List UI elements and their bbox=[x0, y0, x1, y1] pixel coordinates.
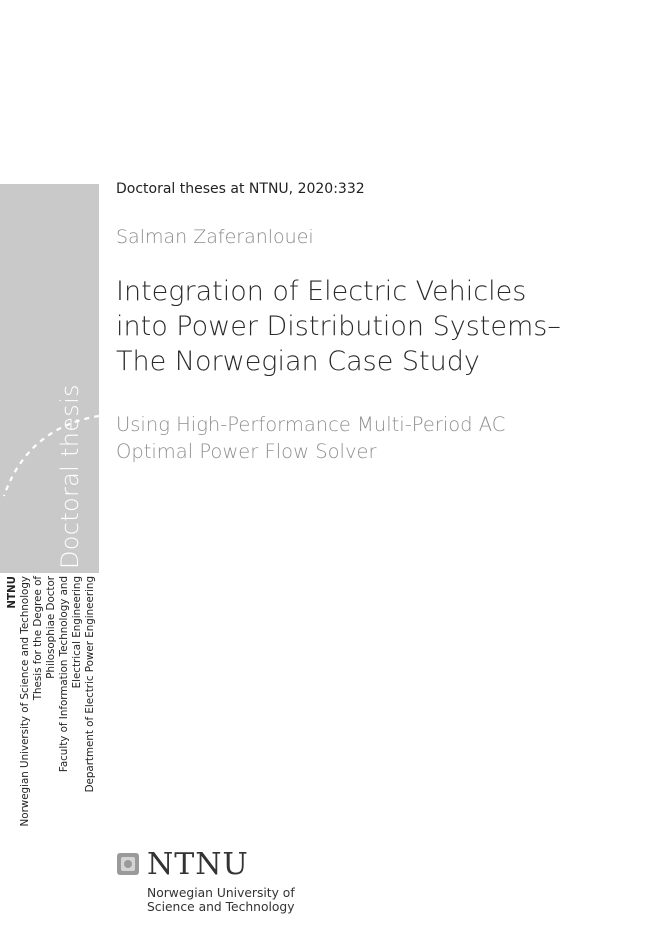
side-band bbox=[0, 184, 99, 573]
institution-line: Department of Electric Power Engineering bbox=[84, 576, 96, 793]
logo-subtitle bbox=[147, 886, 295, 914]
subtitle-line: Optimal Power Flow Solver bbox=[116, 440, 377, 463]
ntnu-logo-icon bbox=[117, 853, 139, 875]
logo-subtitle-line: Science and Technology bbox=[147, 900, 295, 914]
subtitle-line: Using High-Performance Multi-Period AC bbox=[116, 413, 506, 436]
institution-line: Faculty of Information Technology and bbox=[58, 576, 70, 773]
side-band-label: Doctoral thesis bbox=[56, 384, 84, 569]
title-line: into Power Distribution Systems– bbox=[116, 311, 561, 342]
title-line: Integration of Electric Vehicles bbox=[116, 276, 527, 307]
thesis-title bbox=[116, 274, 636, 379]
logo-name: NTNU bbox=[147, 847, 249, 882]
series-label: Doctoral theses at NTNU, 2020:332 bbox=[116, 181, 365, 197]
thesis-subtitle bbox=[116, 411, 636, 465]
institution-line: Philosophiae Doctor bbox=[45, 576, 57, 679]
logo-subtitle-line: Norwegian University of bbox=[147, 886, 295, 900]
author-name: Salman Zaferanlouei bbox=[116, 226, 314, 248]
title-line: The Norwegian Case Study bbox=[116, 346, 480, 377]
institution-line: Thesis for the Degree of bbox=[32, 576, 44, 701]
institution-acronym: NTNU bbox=[6, 576, 18, 609]
institution-line: Electrical Engineering bbox=[71, 576, 83, 689]
dashed-curve-decoration bbox=[0, 184, 99, 573]
institution-block bbox=[6, 576, 97, 836]
institution-line: Norwegian University of Science and Technology bbox=[19, 576, 31, 827]
